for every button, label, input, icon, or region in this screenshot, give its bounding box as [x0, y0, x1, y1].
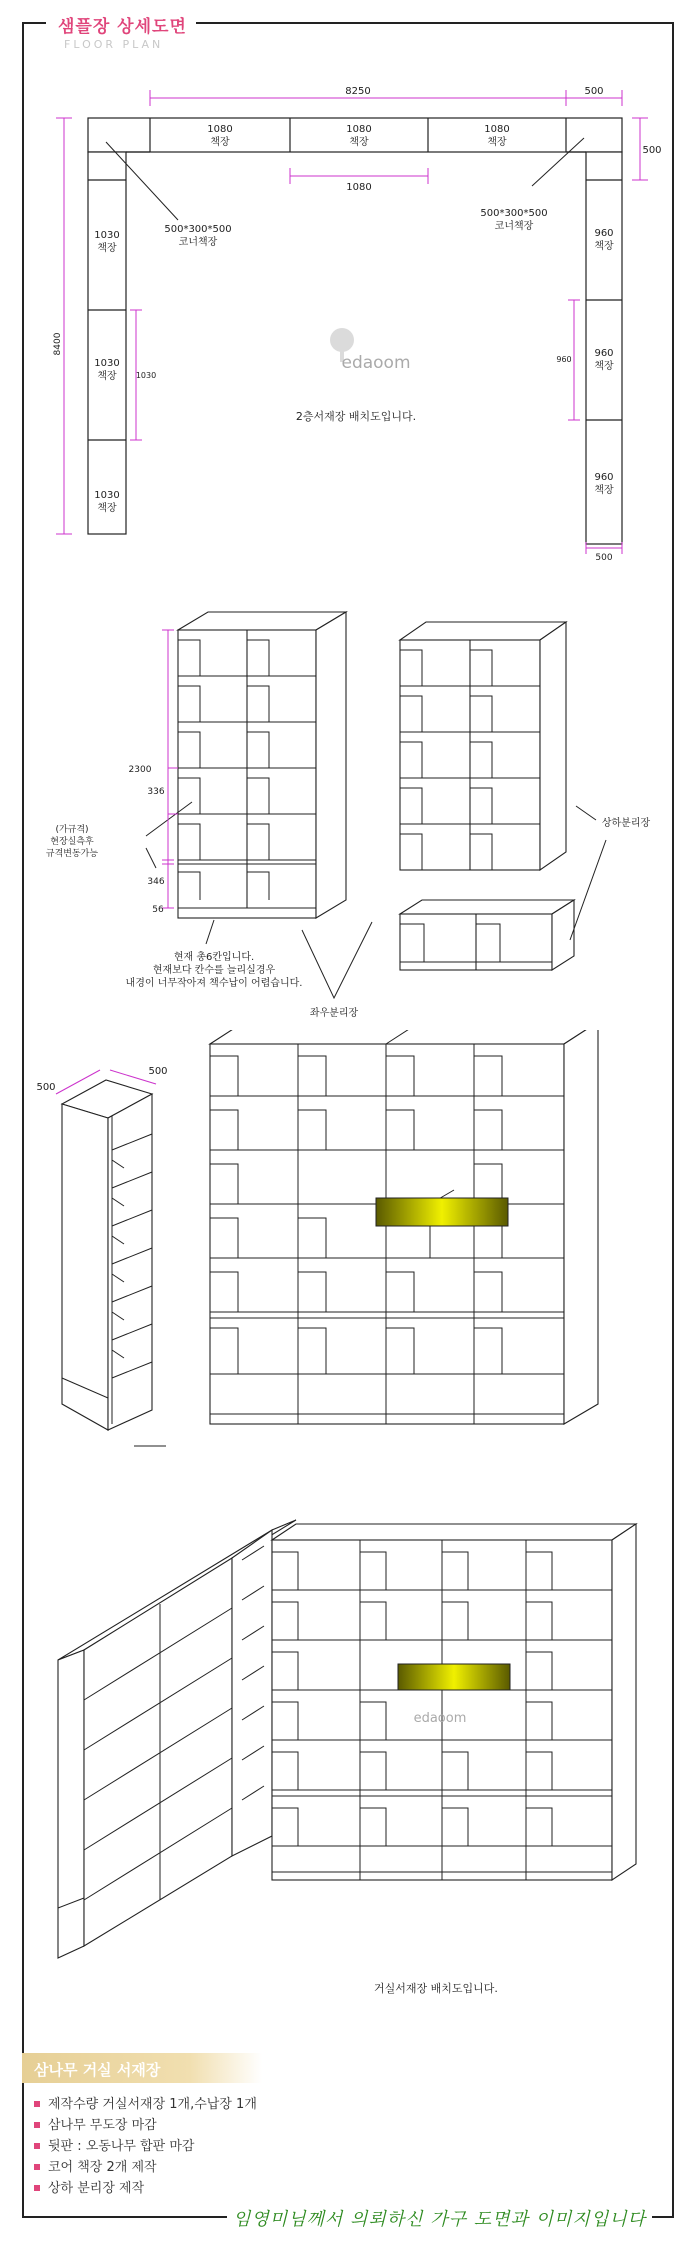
- left-shelf-label: 책장: [97, 243, 117, 254]
- right-shelf-label: 책장: [594, 241, 614, 252]
- spec-item: 상하 분리장 제작: [34, 2178, 257, 2199]
- info-banner-title: 삼나무 거실 서재장: [34, 2061, 161, 2079]
- top-shelf-size: 1080: [207, 124, 233, 135]
- corner-right-size: 500*300*500: [480, 208, 548, 219]
- dim-left-inner: 1030: [135, 371, 157, 380]
- right-shelf-size: 960: [594, 228, 614, 239]
- spec-item: 코어 책장 2개 제작: [34, 2157, 257, 2178]
- dim-row2: 346: [147, 877, 165, 887]
- spec-item: 뒷판 : 오동나무 합판 마감: [34, 2136, 257, 2157]
- left-shelf-label: 책장: [97, 503, 117, 514]
- dim-top-corner: 500: [584, 86, 604, 97]
- watermark-brand: edaoom: [341, 353, 411, 373]
- highlight-shelf: [376, 1198, 508, 1226]
- dim-top-total: 8250: [345, 86, 371, 97]
- spec-list: [34, 2094, 257, 2199]
- spec-item: 삼나무 무도장 마감: [34, 2115, 257, 2136]
- floor-plan: [0, 70, 700, 580]
- bookcase-elevation: [0, 1030, 700, 1490]
- note-bottom-line: 현재 총6칸입니다.: [173, 952, 255, 963]
- dim-corner-width: 500: [148, 1066, 168, 1077]
- left-shelf-size: 1030: [94, 230, 120, 241]
- dim-corner-depth: 500: [36, 1082, 56, 1093]
- page-subtitle: FLOOR PLAN: [64, 38, 164, 51]
- note-bottom-line: 현재보다 칸수를 늘리실경우: [152, 965, 276, 976]
- note-left-line: 규격변동가능: [45, 849, 99, 859]
- spec-item: 제작수량 거실서재장 1개,수납장 1개: [34, 2094, 257, 2115]
- dim-right-depth: 500: [642, 145, 662, 156]
- label-updown-split: 상하분리장: [601, 818, 651, 829]
- top-shelf-label: 책장: [210, 137, 230, 148]
- highlight-shelf: [398, 1664, 510, 1690]
- corner-left-size: 500*300*500: [164, 224, 232, 235]
- living-bookcase-caption: 거실서재장 배치도입니다.: [374, 1982, 498, 1995]
- dim-base: 56: [152, 905, 164, 915]
- top-shelf-size: 1080: [346, 124, 372, 135]
- split-shelves-drawing: [0, 600, 700, 1020]
- right-shelf-size: 960: [594, 472, 614, 483]
- top-shelf-label: 책장: [349, 137, 369, 148]
- corner-right-label: 코너책장: [494, 221, 534, 232]
- note-left-line: 현장실측후: [50, 837, 94, 847]
- dim-right-inner: 960: [556, 355, 572, 364]
- left-shelf-label: 책장: [97, 371, 117, 382]
- left-shelf-size: 1030: [94, 358, 120, 369]
- floor-plan-caption: 2층서재장 배치도입니다.: [295, 410, 417, 423]
- note-left-line: (가규격): [55, 825, 89, 835]
- page-title: 샘플장 상세도면: [58, 17, 187, 37]
- dim-left-total: 8400: [53, 332, 63, 356]
- top-shelf-size: 1080: [484, 124, 510, 135]
- top-shelf-label: 책장: [487, 137, 507, 148]
- footer-note: 임영미님께서 의뢰하신 가구 도면과 이미지입니다: [227, 2205, 652, 2231]
- dim-bottom-right: 500: [595, 553, 613, 563]
- dim-height: 2300: [128, 765, 152, 775]
- corner-left-label: 코너책장: [178, 237, 218, 248]
- label-leftright-split: 좌우분리장: [309, 1008, 359, 1019]
- watermark-brand: edaoom: [413, 1711, 467, 1726]
- dim-row1: 336: [147, 787, 165, 797]
- right-shelf-label: 책장: [594, 361, 614, 372]
- dim-top-inner: 1080: [346, 182, 372, 193]
- info-banner: [22, 2053, 262, 2083]
- right-shelf-size: 960: [594, 348, 614, 359]
- left-shelf-size: 1030: [94, 490, 120, 501]
- living-room-bookcase: [0, 1500, 700, 2020]
- note-bottom-line: 내경이 너무작아져 책수납이 어렵습니다.: [125, 978, 303, 989]
- right-shelf-label: 책장: [594, 485, 614, 496]
